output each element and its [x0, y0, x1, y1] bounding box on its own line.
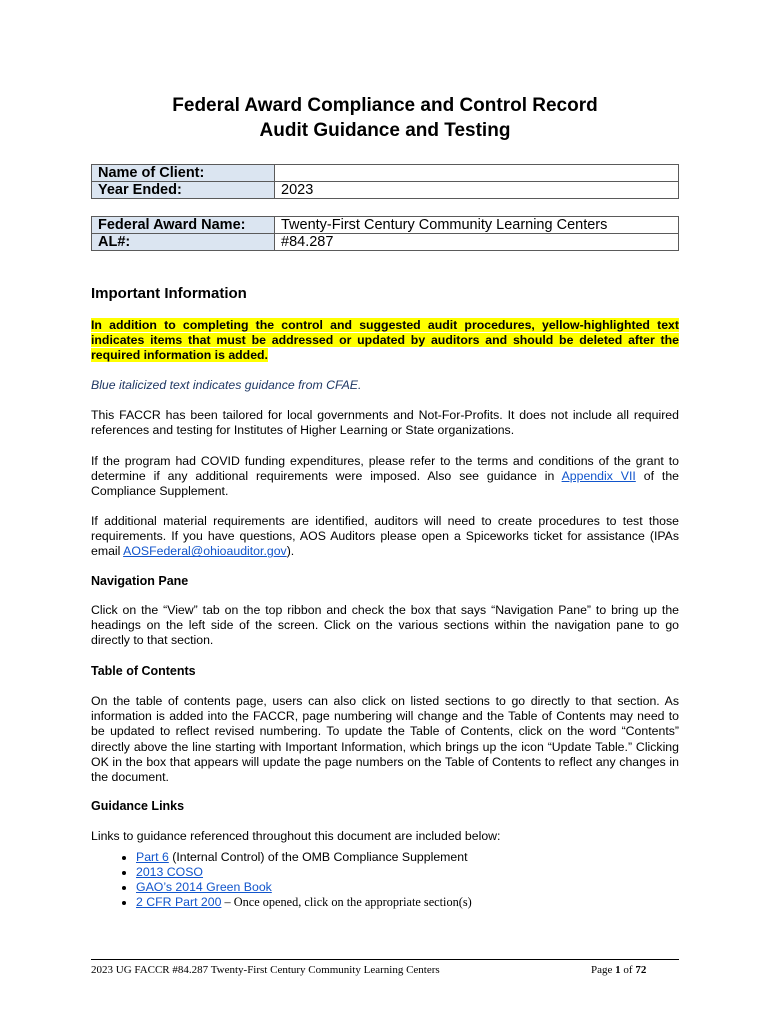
list-item	[136, 895, 472, 910]
table-of-contents-paragraph: On the table of contents page, users can also click on listed sections to go directly to that section. As information is added into the FACCR, page numbering will change and the Table of Contents may need to be updated to reflect revised numbering. To update the Table of Contents, click on the word “Contents” directly above the line starting with Important Information, which brings up the icon “Update Table.” Clicking OK in the box that appears will update the page numbers on the Table of Contents to reflect any changes in the document.	[91, 694, 679, 785]
page-prefix: Page	[591, 964, 616, 976]
year-ended-label: Year Ended:	[92, 182, 275, 199]
al-number-value[interactable]: #84.287	[275, 234, 679, 251]
client-info-table	[91, 164, 679, 199]
total-pages: 72	[635, 964, 647, 976]
coso-2013-link[interactable]: 2013 COSO	[136, 865, 203, 879]
appendix-vii-link[interactable]: Appendix VII	[561, 469, 636, 484]
covid-paragraph	[91, 454, 679, 500]
list-item	[136, 865, 472, 880]
page-of: of	[620, 964, 636, 976]
list-item	[136, 880, 472, 895]
material-text-pre: If additional material requirements are identified, auditors will need to create procedures to test those requirements. If you have questions, AOS Auditors please open a Spiceworks ticket for assistance (IPAs email	[91, 514, 679, 559]
document-title-line1: Federal Award Compliance and Control Record	[172, 95, 598, 116]
award-info-table	[91, 216, 679, 251]
federal-award-name-value[interactable]: Twenty-First Century Community Learning Centers	[275, 217, 679, 234]
navigation-pane-paragraph: Click on the “View” tab on the top ribbon and check the box that says “Navigation Pane” to bring up the headings on the left side of the screen. Click on the various sections within the navigation pane to go directly to that section.	[91, 603, 679, 648]
blue-guidance-note: Blue italicized text indicates guidance from CFAE.	[91, 378, 362, 392]
name-of-client-value[interactable]	[275, 165, 679, 182]
part-6-link[interactable]: Part 6	[136, 850, 169, 864]
cfr-part-200-description: – Once opened, click on the appropriate section(s)	[221, 895, 472, 909]
guidance-links-list	[91, 850, 472, 910]
year-ended-value[interactable]: 2023	[275, 182, 679, 199]
footer-document-title: 2023 UG FACCR #84.287 Twenty-First Century Community Learning Centers	[91, 964, 440, 976]
material-text-post: ).	[286, 544, 295, 559]
covid-text-post: of the Compliance Supplement.	[91, 469, 679, 499]
table-row	[92, 165, 679, 182]
navigation-pane-heading: Navigation Pane	[91, 574, 189, 588]
name-of-client-label: Name of Client:	[92, 165, 275, 182]
material-requirements-paragraph	[91, 514, 679, 560]
highlight-instructions	[91, 318, 679, 364]
guidance-links-intro: Links to guidance referenced throughout this document are included below:	[91, 829, 501, 843]
list-item	[136, 850, 472, 865]
federal-award-name-label: Federal Award Name:	[92, 217, 275, 234]
cfr-part-200-link[interactable]: 2 CFR Part 200	[136, 895, 222, 909]
al-number-label: AL#:	[92, 234, 275, 251]
table-row	[92, 182, 679, 199]
current-page: 1	[615, 964, 621, 976]
guidance-links-heading: Guidance Links	[91, 799, 185, 813]
tailored-paragraph: This FACCR has been tailored for local governments and Not-For-Profits. It does not include all required references and testing for Institutes of Higher Learning or State organizations.	[91, 408, 679, 438]
footer-divider	[91, 959, 679, 960]
part-6-description: (Internal Control) of the OMB Compliance Supplement	[168, 850, 468, 864]
covid-text-pre: If the program had COVID funding expenditures, please refer to the terms and conditions of the grant to determine if any additional requirements were imposed. Also see guidance in	[91, 454, 679, 484]
footer-page-number	[591, 964, 646, 976]
table-of-contents-heading: Table of Contents	[91, 664, 196, 678]
green-book-link[interactable]: GAO’s 2014 Green Book	[136, 880, 272, 894]
highlight-text: In addition to completing the control and suggested audit procedures, yellow-highlighted text indicates items that must be addressed or updated by auditors and should be deleted after the required information is added.	[91, 318, 679, 363]
table-row	[92, 217, 679, 234]
aos-federal-email-link[interactable]: AOSFederal@ohioauditor.gov	[123, 544, 287, 559]
table-row	[92, 234, 679, 251]
document-title-line2: Audit Guidance and Testing	[259, 120, 511, 141]
important-information-heading: Important Information	[91, 285, 247, 302]
